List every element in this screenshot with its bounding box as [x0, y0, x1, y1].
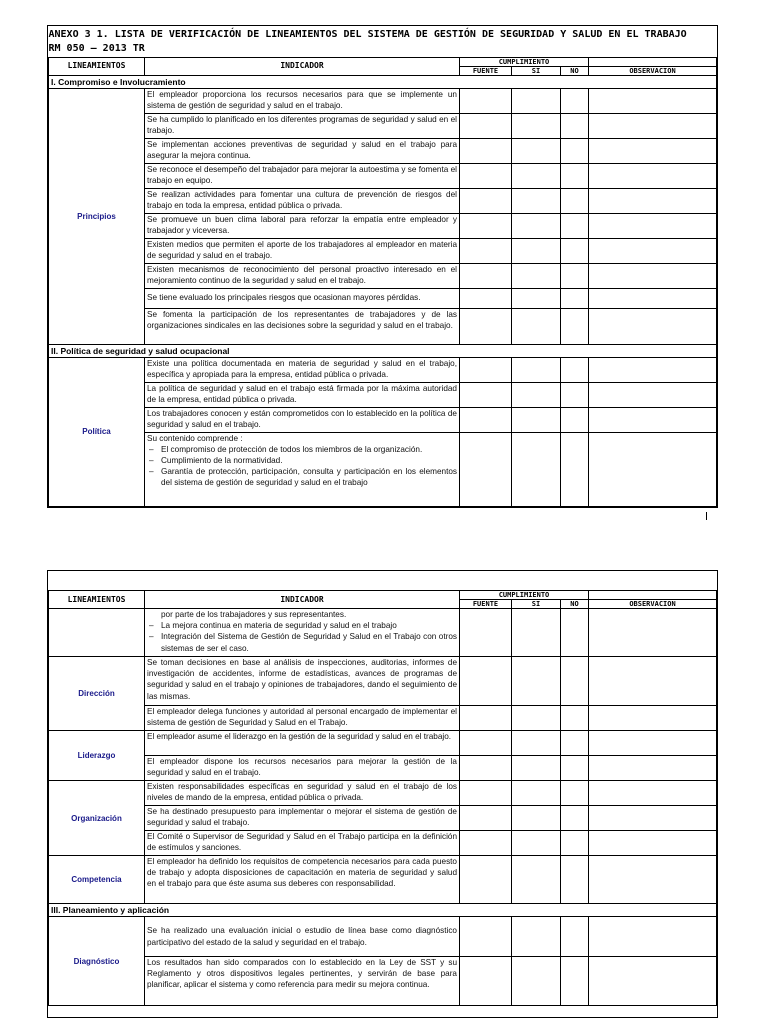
- no-cell[interactable]: [561, 806, 589, 831]
- indicator-row: Se tiene evaluado los principales riesgos que ocasionan mayores pérdidas.: [145, 288, 460, 308]
- checklist-table-1: [48, 26, 717, 507]
- no-cell[interactable]: [561, 138, 589, 163]
- no-cell[interactable]: [561, 756, 589, 781]
- indicator-row-contenido: Su contenido comprende : – El compromiso de protección de todos los miembros de la organización. – Cumplimiento de la normatividad. – Garantía de protección, participación, consulta y participación en los elementos del sistema de gestión de seguridad y salud en el trabajo: [145, 432, 460, 506]
- header-lineamientos: LINEAMIENTOS: [49, 591, 145, 609]
- fuente-cell[interactable]: [460, 657, 512, 706]
- section-politica: II. Política de seguridad y salud ocupacional: [49, 344, 717, 357]
- observacion-cell[interactable]: [589, 407, 717, 432]
- header-indicador: INDICADOR: [145, 57, 460, 75]
- no-cell[interactable]: [561, 238, 589, 263]
- fuente-cell[interactable]: [460, 238, 512, 263]
- header-lineamientos: LINEAMIENTOS: [49, 57, 145, 75]
- observacion-cell[interactable]: [589, 831, 717, 856]
- category-direccion: Dirección: [49, 657, 145, 731]
- observacion-cell[interactable]: [589, 382, 717, 407]
- observacion-cell[interactable]: [589, 756, 717, 781]
- si-cell[interactable]: [512, 308, 561, 344]
- category-liderazgo: Liderazgo: [49, 731, 145, 781]
- fuente-cell[interactable]: [460, 188, 512, 213]
- observacion-cell[interactable]: [589, 957, 717, 1006]
- page-edge-mark: [706, 512, 707, 520]
- indicator-row: Existen responsabilidades específicas en seguridad y salud en el trabajo de los niveles de mando de la empresa, entidad pública o privada.: [145, 781, 460, 806]
- no-cell[interactable]: [561, 407, 589, 432]
- indicator-row: El empleador asume el liderazgo en la gestión de la seguridad y salud en el trabajo.: [145, 731, 460, 756]
- observacion-cell[interactable]: [589, 856, 717, 904]
- header-blank: [589, 591, 717, 600]
- fuente-cell[interactable]: [460, 288, 512, 308]
- observacion-cell[interactable]: [589, 308, 717, 344]
- indicator-row-continuation: por parte de los trabajadores y sus representantes. – La mejora continua en materia de seguridad y salud en el trabajo – Integración del Sistema de Gestión de Seguridad y Salud en el Trabajo con otros sistemas de ser el caso.: [145, 609, 460, 657]
- fuente-cell[interactable]: [460, 609, 512, 657]
- si-cell[interactable]: [512, 917, 561, 957]
- header-no: NO: [561, 600, 589, 609]
- no-cell[interactable]: [561, 781, 589, 806]
- no-cell[interactable]: [561, 657, 589, 706]
- observacion-cell[interactable]: [589, 731, 717, 756]
- fuente-cell[interactable]: [460, 113, 512, 138]
- fuente-cell[interactable]: [460, 382, 512, 407]
- si-cell[interactable]: [512, 706, 561, 731]
- observacion-cell[interactable]: [589, 357, 717, 382]
- indicator-row: Los resultados han sido comparados con lo establecido en la Ley de SST y su Reglamento y otros dispositivos legales pertinentes, y servirán de base para planificar, aplicar el sistema y como referencia para medir su mejora continua.: [145, 957, 460, 1006]
- no-cell[interactable]: [561, 731, 589, 756]
- observacion-cell[interactable]: [589, 288, 717, 308]
- fuente-cell[interactable]: [460, 856, 512, 904]
- si-cell[interactable]: [512, 263, 561, 288]
- indicator-row: Se toman decisiones en base al análisis de inspecciones, auditorias, informes de investigación de accidentes, informe de estadísticas, avances de programas de seguridad y salud en el trabajo y opiniones de trabajadores, dando el seguimiento de las mismas.: [145, 657, 460, 706]
- observacion-cell[interactable]: [589, 806, 717, 831]
- no-cell[interactable]: [561, 263, 589, 288]
- category-competencia: Competencia: [49, 856, 145, 904]
- indicator-row: El empleador dispone los recursos necesarios para mejorar la gestión de la seguridad y salud en el trabajo.: [145, 756, 460, 781]
- no-cell[interactable]: [561, 432, 589, 506]
- indicator-row: Se ha cumplido lo planificado en los diferentes programas de seguridad y salud en el trabajo.: [145, 113, 460, 138]
- indicator-row: Existen medios que permiten el aporte de los trabajadores al empleador en materia de seguridad y salud en el trabajo.: [145, 238, 460, 263]
- observacion-cell[interactable]: [589, 138, 717, 163]
- fuente-cell[interactable]: [460, 432, 512, 506]
- indicator-row: Los trabajadores conocen y están comprometidos con lo establecido en la política de seguridad y salud en el trabajo.: [145, 407, 460, 432]
- category-organizacion: Organización: [49, 781, 145, 856]
- si-cell[interactable]: [512, 781, 561, 806]
- header-si: SI: [512, 600, 561, 609]
- fuente-cell[interactable]: [460, 957, 512, 1006]
- indicator-row: Se fomenta la participación de los representantes de trabajadores y de las organizaciones sindicales en las decisiones sobre la seguridad y salud en el trabajo.: [145, 308, 460, 344]
- si-cell[interactable]: [512, 113, 561, 138]
- no-cell[interactable]: [561, 188, 589, 213]
- fuente-cell[interactable]: [460, 163, 512, 188]
- observacion-cell[interactable]: [589, 113, 717, 138]
- indicator-row: Se ha destinado presupuesto para implementar o mejorar el sistema de gestión de seguridad y salud el trabajo.: [145, 806, 460, 831]
- header-indicador: INDICADOR: [145, 591, 460, 609]
- fuente-cell[interactable]: [460, 731, 512, 756]
- si-cell[interactable]: [512, 188, 561, 213]
- no-cell[interactable]: [561, 917, 589, 957]
- observacion-cell[interactable]: [589, 432, 717, 506]
- no-cell[interactable]: [561, 957, 589, 1006]
- checklist-page-1: [47, 25, 718, 508]
- indicator-row: Se implementan acciones preventivas de seguridad y salud en el trabajo para asegurar la mejora continua.: [145, 138, 460, 163]
- indicator-row: Se reconoce el desempeño del trabajador para mejorar la autoestima y se fomenta el trabajo en equipo.: [145, 163, 460, 188]
- no-cell[interactable]: [561, 163, 589, 188]
- header-si: SI: [512, 66, 561, 75]
- no-cell[interactable]: [561, 609, 589, 657]
- si-cell[interactable]: [512, 88, 561, 113]
- fuente-cell[interactable]: [460, 308, 512, 344]
- si-cell[interactable]: [512, 213, 561, 238]
- fuente-cell[interactable]: [460, 706, 512, 731]
- category-diagnostico: Diagnóstico: [49, 917, 145, 1006]
- indicator-row: Existen mecanismos de reconocimiento del personal proactivo interesado en el mejoramiento continuo de la seguridad y salud en el trabajo.: [145, 263, 460, 288]
- header-no: NO: [561, 66, 589, 75]
- si-cell[interactable]: [512, 806, 561, 831]
- fuente-cell[interactable]: [460, 263, 512, 288]
- category-politica: Política: [49, 357, 145, 506]
- checklist-page-2: [47, 570, 718, 1018]
- fuente-cell[interactable]: [460, 756, 512, 781]
- no-cell[interactable]: [561, 856, 589, 904]
- observacion-cell[interactable]: [589, 609, 717, 657]
- category-empty: [49, 609, 145, 657]
- observacion-cell[interactable]: [589, 88, 717, 113]
- blank-title-row: [49, 571, 717, 591]
- section-compromiso: I. Compromiso e Involucramiento: [49, 75, 717, 88]
- fuente-cell[interactable]: [460, 138, 512, 163]
- si-cell[interactable]: [512, 238, 561, 263]
- header-observacion: OBSERVACION: [589, 600, 717, 609]
- indicator-row: El Comité o Supervisor de Seguridad y Salud en el Trabajo participa en la definición de estímulos y sanciones.: [145, 831, 460, 856]
- category-principios: Principios: [49, 88, 145, 344]
- indicator-row: Se realizan actividades para fomentar una cultura de prevención de riesgos del trabajo en toda la empresa, entidad pública o privada.: [145, 188, 460, 213]
- observacion-cell[interactable]: [589, 917, 717, 957]
- si-cell[interactable]: [512, 163, 561, 188]
- si-cell[interactable]: [512, 856, 561, 904]
- si-cell[interactable]: [512, 432, 561, 506]
- fuente-cell[interactable]: [460, 781, 512, 806]
- si-cell[interactable]: [512, 357, 561, 382]
- observacion-cell[interactable]: [589, 781, 717, 806]
- fuente-cell[interactable]: [460, 407, 512, 432]
- no-cell[interactable]: [561, 288, 589, 308]
- observacion-cell[interactable]: [589, 213, 717, 238]
- indicator-row: Se ha realizado una evaluación inicial o estudio de línea base como diagnóstico participativo del estado de la salud y seguridad en el trabajo.: [145, 917, 460, 957]
- observacion-cell[interactable]: [589, 263, 717, 288]
- no-cell[interactable]: [561, 88, 589, 113]
- fuente-cell[interactable]: [460, 213, 512, 238]
- si-cell[interactable]: [512, 288, 561, 308]
- observacion-cell[interactable]: [589, 706, 717, 731]
- observacion-cell[interactable]: [589, 238, 717, 263]
- si-cell[interactable]: [512, 407, 561, 432]
- no-cell[interactable]: [561, 706, 589, 731]
- header-fuente: FUENTE: [460, 600, 512, 609]
- si-cell[interactable]: [512, 657, 561, 706]
- no-cell[interactable]: [561, 308, 589, 344]
- header-observacion: OBSERVACION: [589, 66, 717, 75]
- si-cell[interactable]: [512, 831, 561, 856]
- checklist-table-2: [48, 571, 717, 1006]
- si-cell[interactable]: [512, 731, 561, 756]
- si-cell[interactable]: [512, 957, 561, 1006]
- indicator-row: Existe una política documentada en materia de seguridad y salud en el trabajo, específica y apropiada para la empresa, entidad pública o privada.: [145, 357, 460, 382]
- indicator-row: Se promueve un buen clima laboral para reforzar la empatía entre empleador y trabajador y viceversa.: [145, 213, 460, 238]
- indicator-row: La política de seguridad y salud en el trabajo está firmada por la máxima autoridad de la empresa, entidad pública o privada.: [145, 382, 460, 407]
- no-cell[interactable]: [561, 831, 589, 856]
- si-cell[interactable]: [512, 382, 561, 407]
- fuente-cell[interactable]: [460, 831, 512, 856]
- no-cell[interactable]: [561, 382, 589, 407]
- header-cumplimiento: CUMPLIMIENTO: [460, 57, 589, 66]
- fuente-cell[interactable]: [460, 357, 512, 382]
- indicator-row: El empleador delega funciones y autoridad al personal encargado de implementar el sistema de gestión de Seguridad y Salud en el Trabajo.: [145, 706, 460, 731]
- si-cell[interactable]: [512, 138, 561, 163]
- si-cell[interactable]: [512, 756, 561, 781]
- header-blank: [589, 57, 717, 66]
- header-fuente: FUENTE: [460, 66, 512, 75]
- observacion-cell[interactable]: [589, 657, 717, 706]
- fuente-cell[interactable]: [460, 917, 512, 957]
- indicator-row: El empleador proporciona los recursos necesarios para que se implemente un sistema de gestión de seguridad y salud en el trabajo.: [145, 88, 460, 113]
- fuente-cell[interactable]: [460, 88, 512, 113]
- no-cell[interactable]: [561, 213, 589, 238]
- no-cell[interactable]: [561, 113, 589, 138]
- observacion-cell[interactable]: [589, 188, 717, 213]
- document-title: ANEXO 3 1. LISTA DE VERIFICACIÓN DE LINEAMIENTOS DEL SISTEMA DE GESTIÓN DE SEGURIDAD Y SALUD EN EL TRABAJO RM 050 – 2013 TR: [49, 26, 717, 57]
- observacion-cell[interactable]: [589, 163, 717, 188]
- section-planeamiento: III. Planeamiento y aplicación: [49, 904, 717, 917]
- fuente-cell[interactable]: [460, 806, 512, 831]
- no-cell[interactable]: [561, 357, 589, 382]
- header-cumplimiento: CUMPLIMIENTO: [460, 591, 589, 600]
- si-cell[interactable]: [512, 609, 561, 657]
- indicator-row: El empleador ha definido los requisitos de competencia necesarios para cada puesto de trabajo y adopta disposiciones de capacitación en materia de seguridad y salud en el trabajo para que éste asuma sus deberes con responsabilidad.: [145, 856, 460, 904]
